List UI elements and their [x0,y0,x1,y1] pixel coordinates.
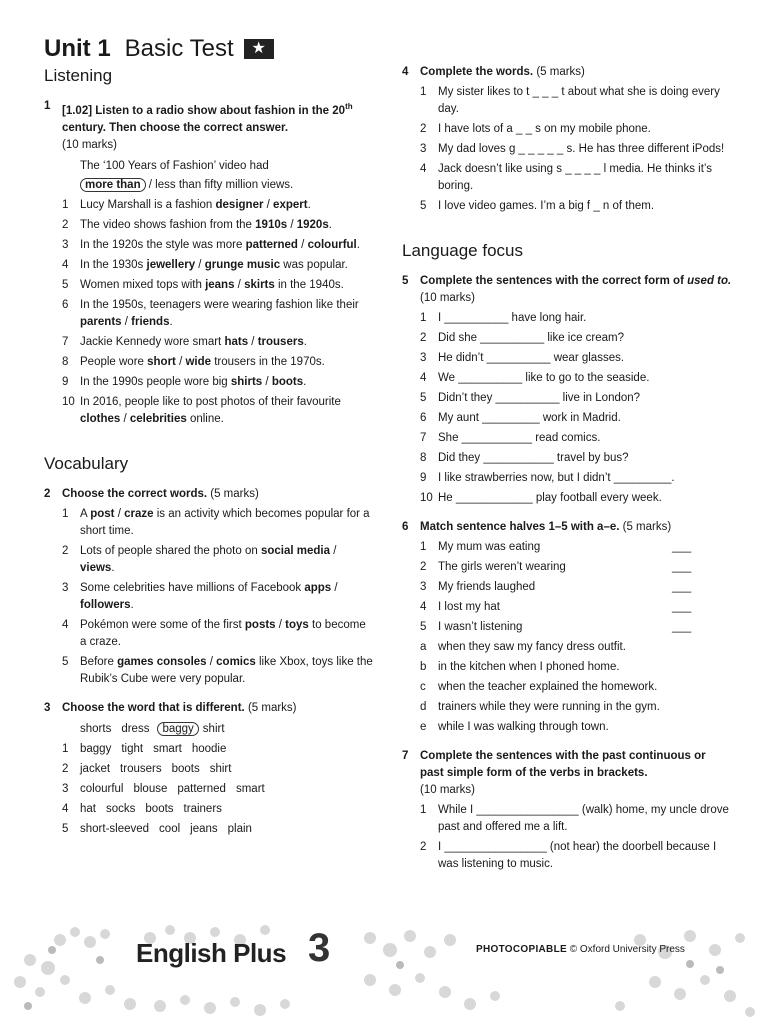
option-a: games consoles [117,655,207,668]
circled-answer: baggy [157,722,198,736]
item-text: Pokémon were some of the first posts / toys to become a craze. [80,618,366,648]
question-1 [44,98,374,428]
word: colourful [80,782,124,795]
item-number: b [420,661,427,673]
brand-level: 3 [308,926,331,970]
item-number: 6 [420,412,427,424]
item-text-pre: Jackie Kennedy wore smart [80,335,225,348]
option-a: hats [224,335,249,348]
item-number: 5 [62,655,69,668]
word: patterned [177,782,226,795]
item-text: Lots of people shared the photo on social media / views. [80,544,337,574]
item-text-post: . [111,561,115,574]
item-number: 10 [62,395,75,408]
list-item [402,802,732,836]
option-b: colourful [307,238,357,251]
item-number: 5 [420,621,427,633]
list-item [402,141,732,158]
item-text-pre: Lucy Marshall is a fashion [80,198,216,211]
word: jacket [80,762,111,775]
item-number: 3 [62,581,69,594]
list-item [402,619,732,636]
item-text-post: . [328,218,332,231]
item-text: I like strawberries now, but I didn’t _________. [438,472,675,484]
option-a: apps [304,581,332,594]
item-number: 8 [420,452,427,464]
item-text-pre: Lots of people shared the photo on [80,544,261,557]
item-number: 2 [420,332,427,344]
item-text-pre: In the 1930s [80,258,147,271]
item-text-pre: Pokémon were some of the first [80,618,245,631]
item-number: 8 [62,355,69,368]
vocabulary-heading: Vocabulary [44,453,129,473]
item-number: 3 [420,143,427,155]
word: hat [80,802,96,815]
word: blouse [133,782,168,795]
page-header [44,32,274,66]
item-text-post: like Xbox, toys like the Rubik’s Cube were very popular. [80,655,373,685]
question-7: 7 Complete the sentences with the past continuous or past simple form of the verbs in brackets. (10 marks) 1 While I ________________ (walk) home, my uncle drove past and offered me a lift. 2 I ________________ (not hear) the doorbell because I was listening to music. [402,748,732,873]
list-item [402,84,732,118]
item-number: 4 [420,601,427,613]
item-number: 3 [62,238,69,251]
list-item [402,450,732,467]
item-text: I __________ have long hair. [438,312,587,324]
question-number: 1 [44,100,51,112]
list-item [402,161,732,195]
option-a: clothes [80,412,121,425]
q3-rows [44,741,374,838]
item-text: Lucy Marshall is a fashion designer / expert. [80,198,311,211]
option-a: parents [80,315,122,328]
item-number: 3 [62,782,69,795]
word: tight [121,742,144,755]
word: socks [106,802,136,815]
option-b: friends [131,315,170,328]
item-text: People wore short / wide trousers in the 1970s. [80,355,325,368]
list-item [402,330,732,347]
item-text-post: online. [186,412,224,425]
item-number: 5 [420,392,427,404]
question-3: 3 Choose the word that is different. (5 marks) shorts dress baggy shirt 1 baggy tight smart hoodie 2 jacket trousers boots shirt 3 colourful blouse patterned smart 4 hat socks boots trainers 5 short-sleeved cool jeans plain [44,700,374,838]
question-instruction: [1.02] Listen to a radio show about fashion in the 20th century. Then choose the correct answer. [62,102,353,134]
unit-label: Unit 1 [44,35,111,62]
list-item [402,579,732,596]
option-b: 1920s [296,218,329,231]
option-a: shirts [230,375,263,388]
answer-blank: ___ [672,581,692,593]
list-item [402,539,732,556]
item-number: 1 [420,312,427,324]
item-text: While I ________________ (walk) home, my uncle drove past and offered me a lift. [438,804,729,833]
item-text-post: . [130,598,134,611]
question-4: 4 Complete the words. (5 marks) 1 My sister likes to t _ _ _ t about what she is doing every day. 2 I have lots of a _ _ s on my mobile phone. 3 My dad loves g _ _ _ _ _ s. He has three different iPods! 4 Jack doesn’t like using s _ _ _ _ l media. He thinks it’s boring. 5 I love video games. I’m a big f _ n of them. [402,64,732,215]
item-number: 3 [420,581,427,593]
page-title: Basic Test [124,35,234,62]
list-item [44,654,374,688]
item-number: 7 [62,335,69,348]
item-number: 1 [62,198,69,211]
item-text: The video shows fashion from the 1910s / 1920s. [80,218,332,231]
item-text: My dad loves g _ _ _ _ _ s. He has three different iPods! [438,143,725,155]
item-text: Jack doesn’t like using s _ _ _ _ l media. He thinks it’s boring. [438,163,713,192]
item-text-post: . [356,238,360,251]
item-number: 4 [420,163,427,175]
list-item [402,470,732,487]
list-item [402,310,732,327]
example: The ‘100 Years of Fashion’ video had more than / less than fifty million views. [80,159,294,191]
list-item [44,741,374,758]
list-item [402,639,732,656]
list-item [402,679,732,696]
word: hoodie [191,742,227,755]
option-a: patterned [245,238,298,251]
item-text: I love video games. I’m a big f _ n of them. [438,200,655,212]
item-number: 3 [420,352,427,364]
word: boots [171,762,200,775]
list-item [44,354,374,371]
question-6: 6 Match sentence halves 1–5 with a–e. (5 marks) 1 My mum was eating ___ 2 The girls weren’t wearing ___ 3 My friends laughed ___ 4 I lost my hat ___ 5 I wasn’t listening ___ a when they saw my fancy dress outfit. b in the kitchen when I phoned home. c when the teacher explained the homework. d trainers while they were running in the gym. e while I was walking through town. [402,519,732,736]
option-b: views [80,561,112,574]
item-text: In the 1990s people wore big shirts / boots. [80,375,307,388]
list-item [44,821,374,838]
word-set [80,781,275,798]
item-text-post: trousers in the 1970s. [211,355,325,368]
option-b: trousers [257,335,304,348]
item-text: while I was walking through town. [438,721,609,733]
list-item [44,334,374,351]
option-b: expert [273,198,308,211]
item-number: 1 [420,86,427,98]
item-number: 5 [420,200,427,212]
list-item [44,237,374,254]
item-number: 2 [420,123,427,135]
item-number: 1 [62,742,69,755]
list-item [402,559,732,576]
item-text: when they saw my fancy dress outfit. [438,641,626,653]
item-text-pre: In the 1920s the style was more [80,238,246,251]
item-text: in the kitchen when I phoned home. [438,661,620,673]
list-item [44,617,374,651]
item-text: I ________________ (not hear) the doorbell because I was listening to music. [438,841,717,870]
item-text: trainers while they were running in the gym. [438,701,660,713]
item-text: Some celebrities have millions of Facebook apps / followers. [80,581,338,611]
list-item [44,257,374,274]
item-number: 1 [62,507,69,520]
item-number: 2 [62,544,69,557]
item-text: We __________ like to go to the seaside. [438,372,650,384]
item-text-pre: Women mixed tops with [80,278,206,291]
list-item [44,374,374,391]
item-text: My sister likes to t _ _ _ t about what she is doing every day. [438,86,720,115]
option-a: jewellery [146,258,196,271]
item-number: 4 [62,618,69,631]
list-item [44,801,374,818]
item-text-post: . [169,315,173,328]
word: trainers [183,802,222,815]
list-item [44,761,374,778]
item-text: My mum was eating [438,541,541,553]
option-a: short [147,355,176,368]
language-focus-heading: Language focus [402,241,523,260]
item-number: 6 [62,298,69,311]
item-text: Before games consoles / comics like Xbox, toys like the Rubik’s Cube were very popular. [80,655,373,685]
item-number: 4 [420,372,427,384]
listening-heading: Listening [44,66,113,85]
vocab-items [44,506,374,688]
word: trousers [120,762,162,775]
option-b: craze [124,507,154,520]
item-number: 5 [62,278,69,291]
item-text: I have lots of a _ _ s on my mobile phone. [438,123,651,135]
answer-blank: ___ [672,561,692,573]
list-item [402,370,732,387]
list-item [44,506,374,540]
item-text: He didn’t __________ wear glasses. [438,352,625,364]
word-set [80,801,232,818]
item-number: 2 [62,762,69,775]
list-item [44,580,374,614]
word: jeans [190,822,218,835]
item-number: 5 [62,822,69,835]
word: smart [235,782,265,795]
option-b: celebrities [129,412,187,425]
footer-decoration [0,920,768,1024]
q3-example: shorts dress baggy shirt [80,722,225,735]
listening-items [44,197,374,428]
option-b: toys [285,618,309,631]
brand-logo: English Plus [136,938,287,968]
list-item [44,781,374,798]
item-number: 1 [420,804,427,816]
item-text: My aunt _________ work in Madrid. [438,412,621,424]
item-number: 7 [420,432,427,444]
list-item [402,699,732,716]
item-text-pre: In 2016, people like to post photos of their favourite [80,395,341,408]
item-text: Did they ___________ travel by bus? [438,452,629,464]
item-text-pre: People wore [80,355,148,368]
list-item [44,543,374,577]
item-number: e [420,721,427,733]
star-icon: ★ [244,39,274,59]
left-column [44,64,374,838]
word: short-sleeved [80,822,150,835]
list-item [402,659,732,676]
item-number: a [420,641,427,653]
item-text-pre: In the 1950s, teenagers were wearing fashion like their [80,298,359,311]
answer-blank: ___ [672,621,692,633]
word: baggy [80,742,112,755]
list-item [44,217,374,234]
item-number: 10 [420,492,433,504]
item-text: In the 1950s, teenagers were wearing fashion like their parents / friends. [80,298,359,328]
option-b: grunge music [204,258,281,271]
list-item [402,430,732,447]
list-item [44,297,374,331]
copyright-notice: PHOTOCOPIABLE © Oxford University Press [476,944,685,955]
item-text-post: . [303,335,307,348]
item-number: 2 [62,218,69,231]
item-number: d [420,701,427,713]
item-text-post: was popular. [280,258,348,271]
list-item [44,277,374,294]
item-text-post: . [303,375,307,388]
item-text-pre: A [80,507,91,520]
item-text: The girls weren’t wearing [438,561,566,573]
item-text: She ___________ read comics. [438,432,601,444]
word: plain [227,822,252,835]
option-a: 1910s [255,218,288,231]
list-item [402,410,732,427]
item-text-post: to become a craze. [80,618,366,648]
option-b: skirts [244,278,275,291]
option-b: followers [80,598,131,611]
option-b: comics [216,655,256,668]
word: shirt [209,762,232,775]
list-item [402,121,732,138]
list-item [44,197,374,214]
item-text: In 2016, people like to post photos of their favourite clothes / celebrities online. [80,395,341,425]
right-column [402,64,732,873]
item-text: He ____________ play football every week. [438,492,662,504]
item-number: 4 [62,258,69,271]
item-text: Did she __________ like ice cream? [438,332,625,344]
item-text-pre: Before [80,655,118,668]
circled-answer: more than [80,178,146,192]
option-a: post [90,507,115,520]
option-b: boots [271,375,304,388]
item-number: 2 [420,561,427,573]
list-item [402,719,732,736]
list-item [402,490,732,507]
item-number: 9 [420,472,427,484]
word: cool [159,822,181,835]
item-number: c [420,681,426,693]
item-text: when the teacher explained the homework. [438,681,658,693]
answer-blank: ___ [672,601,692,613]
item-text: I wasn’t listening [438,621,523,633]
list-item [402,839,732,873]
item-number: 1 [420,541,427,553]
word-set [80,821,262,838]
list-item [402,599,732,616]
item-text-pre: In the 1990s people wore big [80,375,231,388]
item-number: 9 [62,375,69,388]
list-item [44,394,374,428]
answer-blank: ___ [672,541,692,553]
item-text: I lost my hat [438,601,500,613]
item-text-post: . [307,198,311,211]
item-text-post: is an activity which becomes popular for a short time. [80,507,370,537]
option-a: jeans [205,278,235,291]
item-text-post: in the 1940s. [274,278,344,291]
option-a: posts [244,618,276,631]
item-number: 4 [62,802,69,815]
item-text-pre: The video shows fashion from the [80,218,256,231]
item-text: Jackie Kennedy wore smart hats / trousers. [80,335,307,348]
list-item [402,350,732,367]
question-5: 5 Complete the sentences with the correct form of used to. (10 marks) 1 I __________ have long hair. 2 Did she __________ like ice cream? 3 He didn’t __________ wear glasses. 4 We __________ like to go to the seaside. 5 Didn’t they __________ live in London? 6 My aunt _________ work in Madrid. 7 She ___________ read comics. 8 Did they ___________ travel by bus? 9 I like strawberries now, but I didn’t _________. 10 He ____________ play football every week. [402,273,732,507]
question-2: 2 Choose the correct words. (5 marks) 1 A post / craze is an activity which becomes popular for a short time. 2 Lots of people shared the photo on social media / views. 3 Some celebrities have millions of Facebook apps / followers. 4 Pokémon were some of the first posts / toys to become a craze. 5 Before games consoles / comics like Xbox, toys like the Rubik’s Cube were very popular. [44,486,374,688]
marks: (10 marks) [62,138,117,151]
item-text-pre: Some celebrities have millions of Facebook [80,581,305,594]
word: smart [153,742,182,755]
item-number: 2 [420,841,427,853]
item-text: Didn’t they __________ live in London? [438,392,641,404]
word: boots [145,802,174,815]
item-text: My friends laughed [438,581,536,593]
item-text: In the 1920s the style was more patterned / colourful. [80,238,360,251]
word-set [80,761,241,778]
option-a: designer [215,198,264,211]
option-b: wide [185,355,212,368]
item-text: Women mixed tops with jeans / skirts in the 1940s. [80,278,344,291]
list-item [402,198,732,215]
item-text: In the 1930s jewellery / grunge music was popular. [80,258,348,271]
word-set [80,741,236,758]
item-text: A post / craze is an activity which becomes popular for a short time. [80,507,370,537]
list-item [402,390,732,407]
option-a: social media [260,544,330,557]
